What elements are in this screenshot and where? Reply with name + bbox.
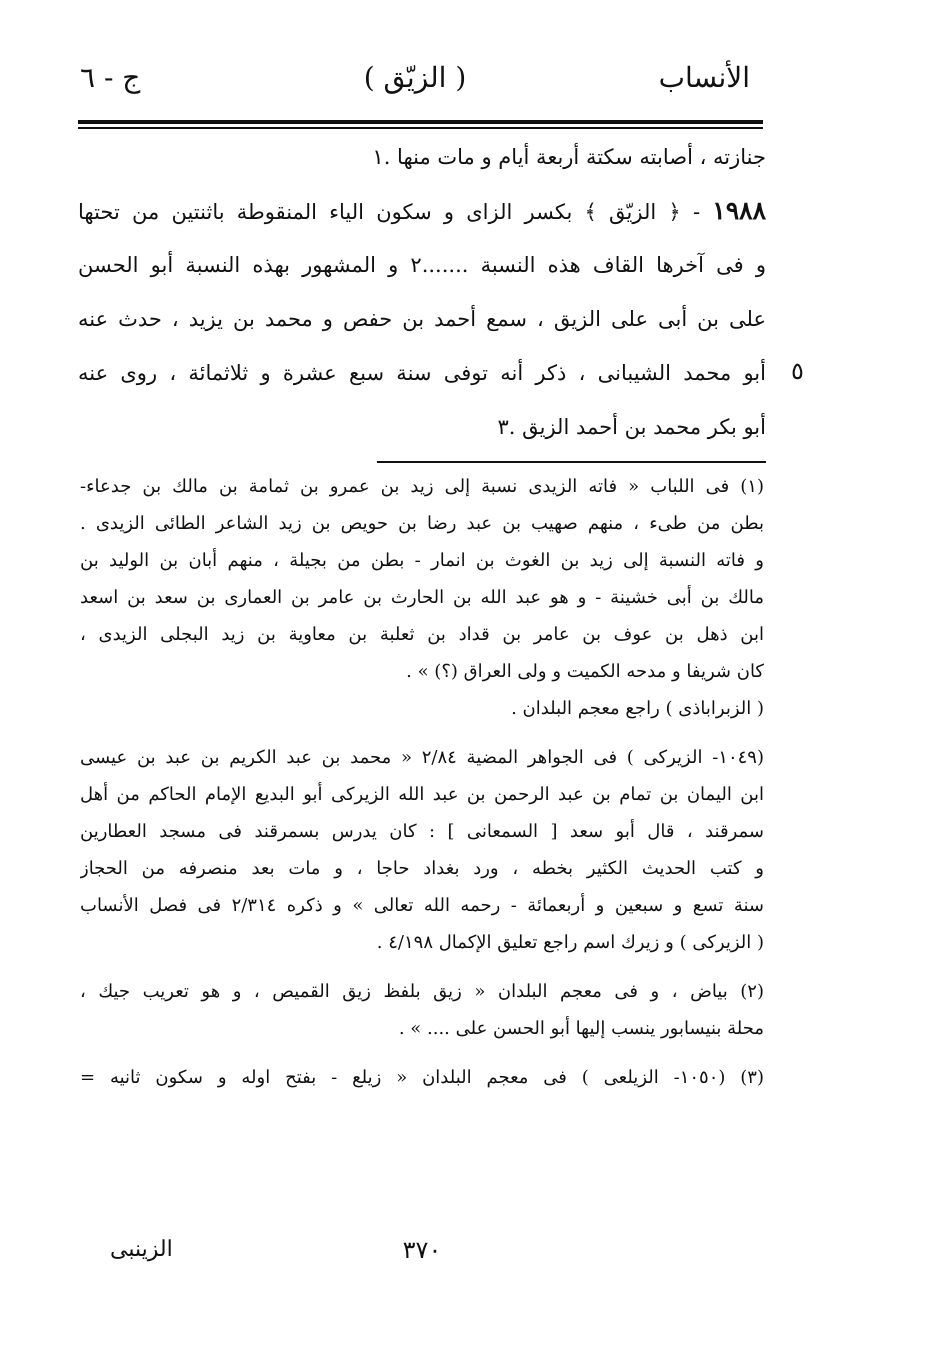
footnote-line: (١) فى اللباب « فاته الزيدى نسبة إلى زيد بن عمرو بن ثمامة بن مالك بن جدعاء-	[80, 476, 764, 497]
footnote-line: و فاته النسبة إلى زيد بن الغوث بن انمار - بطن من بجيلة ، منهم أبان بن الوليد بن	[80, 550, 764, 571]
footnote-line: سمرقند ، قال أبو سعد [ السمعانى ] : كان يدرس بسمرقند فى مسجد العطارين	[80, 821, 764, 842]
footnote-line: محلة بنيسابور ينسب إليها أبو الحسن على .... » .	[398, 1018, 764, 1039]
page-footer	[80, 1232, 764, 1272]
text-line: أبو محمد الشيبانى ، ذكر أنه توفى سنة سبع عشرة و ثلاثمائة ، روى عنه	[78, 361, 766, 385]
footnotes	[80, 468, 764, 1096]
line-number-marker: ٥	[791, 357, 804, 385]
footnote-line: و كتب الحديث الكثير بخطه ، ورد بغداد حاجا ، و مات بعد منصرفه من الحجاز	[80, 858, 764, 879]
footnote-line: مالك بن أبى خشينة - و هو عبد الله بن الحارث بن عامر بن العمارى بن سعد بن اسعد	[80, 587, 764, 608]
footnote-separator	[377, 461, 766, 463]
footnote-line: ابن اليمان بن تمام بن عبد الرحمن بن عبد الله الزيركى أبو البديع الإمام الحاكم من أهل	[80, 784, 764, 805]
footnote-gap	[80, 727, 764, 739]
entry-heading-line	[78, 184, 766, 238]
catchword: الزينبى	[110, 1237, 173, 1262]
entry-number: ١٩٨٨	[712, 196, 766, 225]
header-rule-thin	[78, 127, 763, 129]
entry-text: بكسر الزاى و سكون الياء المنقوطة باثنتين من تحتها	[78, 200, 573, 224]
header-rule-thick	[78, 120, 763, 124]
footnote-line: (٢) بياض ، و فى معجم البلدان « زيق بلفظ زيق القميص ، و هو تعريب جيك ،	[80, 981, 764, 1002]
entry-title: ﴿ الزيّق ﴾	[572, 200, 681, 224]
footnote-line: ابن ذهل بن عوف بن عامر بن قداد بن ثعلبة بن معاوية بن زيد البجلى الزيدى ،	[80, 624, 764, 645]
page-number: ٣٧٠	[402, 1236, 442, 1264]
text-line: على بن أبى على الزيق ، سمع أحمد بن حفص و محمد بن يزيد ، حدث عنه	[78, 307, 766, 331]
footnote-line: (٣) (١٠٥٠- الزيلعى ) فى معجم البلدان « زيلع - بفتح اوله و سكون ثانيه =	[80, 1067, 764, 1088]
footnote-line: كان شريفا و مدحه الكميت و ولى العراق (؟) » .	[406, 661, 764, 682]
footnote-line: ( الزيركى ) و زيرك اسم راجع تعليق الإكمال ٤/١٩٨ .	[376, 932, 764, 953]
book-title: الأنساب	[658, 61, 750, 94]
text-line: أبو بكر محمد بن أحمد الزيق .٣	[497, 415, 766, 439]
footnote-line: سنة تسع و سبعين و أربعمائة - رحمه الله تعالى » و ذكره ٢/٣١٤ فى فصل الأنساب	[80, 895, 764, 916]
footnote-line: (١٠٤٩- الزيركى ) فى الجواهر المضية ٢/٨٤ « محمد بن عبد الكريم بن عبد بن عيسى	[80, 747, 764, 768]
footnote-gap	[80, 961, 764, 973]
running-header	[80, 58, 750, 108]
text-line: جنازته ، أصابته سكتة أربعة أيام و مات منها .١	[372, 145, 766, 169]
entry-dash: -	[680, 200, 713, 224]
footnote-line: بطن من طىء ، منهم صهيب بن عبد رضا بن حويص بن زيد الشاعر الطائى الزيدى .	[80, 513, 764, 534]
section-title: ( الزيّق )	[363, 61, 467, 94]
footnote-gap	[80, 1047, 764, 1059]
main-text	[78, 130, 766, 454]
footnote-line: ( الزبراباذى ) راجع معجم البلدان .	[511, 698, 764, 719]
volume-indicator: ج - ٦	[80, 61, 141, 94]
text-line: و فى آخرها القاف هذه النسبة .......٢ و المشهور بهذه النسبة أبو الحسن	[78, 253, 766, 277]
